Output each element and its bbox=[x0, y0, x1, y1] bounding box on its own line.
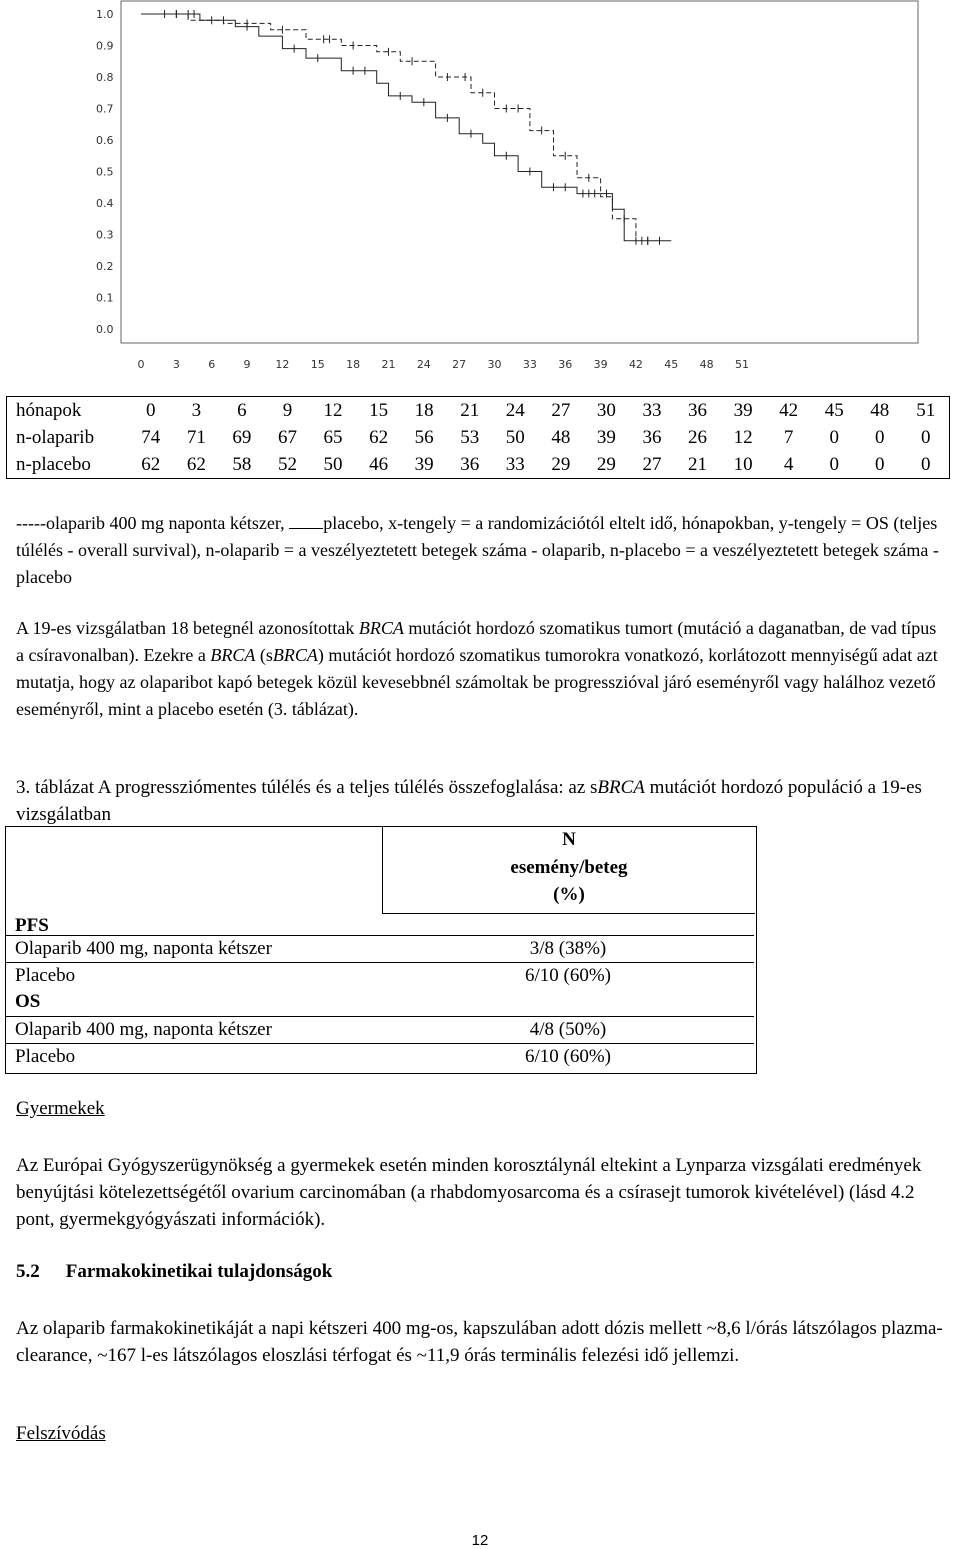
risk-cell: 71 bbox=[186, 427, 206, 448]
x-tick-label: 15 bbox=[310, 358, 325, 371]
summary-row-label: Olaparib 400 mg, naponta kétszer bbox=[15, 938, 272, 959]
summary-row-value: 6/10 (60%) bbox=[524, 965, 611, 986]
risk-cell: 50 bbox=[323, 454, 343, 475]
x-tick-label: 27 bbox=[452, 358, 467, 371]
header-n: N bbox=[562, 829, 576, 850]
x-tick-label: 9 bbox=[243, 358, 251, 371]
risk-cell: 24 bbox=[505, 400, 525, 421]
x-tick-label: 39 bbox=[593, 358, 608, 371]
summary-row-label: OS bbox=[15, 991, 41, 1012]
risk-cell: 74 bbox=[141, 427, 161, 448]
risk-cell: 7 bbox=[783, 427, 794, 448]
x-tick-label: 30 bbox=[487, 358, 502, 371]
risk-cell: 29 bbox=[551, 454, 571, 475]
y-tick-label: 0.8 bbox=[96, 71, 114, 84]
series-line-placebo bbox=[141, 14, 671, 241]
summary-row bbox=[6, 935, 754, 963]
risk-cell: 39 bbox=[414, 454, 434, 475]
risk-cell: 48 bbox=[870, 400, 890, 421]
x-tick-label: 6 bbox=[208, 358, 216, 371]
x-tick-label: 0 bbox=[137, 358, 145, 371]
x-tick-label: 18 bbox=[346, 358, 361, 371]
y-tick-label: 0.1 bbox=[96, 291, 114, 305]
risk-cell: 15 bbox=[369, 400, 389, 421]
x-tick-label: 3 bbox=[172, 358, 180, 371]
summary-row bbox=[6, 962, 754, 990]
risk-cell: 67 bbox=[277, 427, 297, 448]
risk-cell: 3 bbox=[191, 400, 202, 421]
risk-cell: 33 bbox=[642, 400, 662, 421]
risk-cell: 0 bbox=[921, 454, 931, 475]
legend-olaparib: -----olaparib 400 mg naponta kétszer, bbox=[16, 513, 290, 533]
y-tick-label: 0.0 bbox=[96, 323, 114, 336]
risk-cell: 50 bbox=[505, 427, 525, 448]
survival-chart bbox=[0, 0, 960, 380]
section-5-2-text: Az olaparib farmakokinetikáját a napi kétszeri 400 mg-os, kapszulában adott dózis mellett ~8,6 l/órás látszólagos plazma-clearance, ~167 l-es látszólagos eloszlási térfogat és ~11,9 órás terminális felezési idő jellemzi. bbox=[16, 1318, 943, 1366]
risk-row bbox=[7, 397, 950, 425]
risk-cell: 18 bbox=[414, 400, 434, 421]
y-tick-label: 0.7 bbox=[96, 102, 114, 116]
risk-cell: 27 bbox=[551, 400, 571, 421]
risk-cell: 65 bbox=[323, 427, 343, 448]
risk-cell: 42 bbox=[779, 400, 799, 421]
risk-cell: 21 bbox=[460, 400, 480, 421]
brca-paragraph: A 19-es vizsgálatban 18 betegnél azonosítottak BRCA mutációt hordozó szomatikus tumort (mutáció a daganatban, de vad típus a csíravonalban). Ezekre a BRCA (sBRCA) mutációt hordozó szomatikus tumorokra vonatkozó, korlátozott mennyiségű adat azt mutatja, hogy az olaparibot kapó betegek közül kevesebbnél számoltak be progresszióval járó eseményről vagy halálhoz vezető eseményről, mint a placebo esetén (3. táblázat). bbox=[16, 618, 938, 719]
y-tick-label: 0.9 bbox=[96, 39, 114, 53]
risk-row-label: n-olaparib bbox=[16, 427, 95, 448]
chart-legend-text bbox=[16, 510, 944, 591]
section-5-2-heading bbox=[16, 1261, 332, 1283]
risk-cell: 48 bbox=[551, 427, 571, 448]
risk-cell: 51 bbox=[916, 400, 936, 421]
summary-row-label: Placebo bbox=[15, 1046, 76, 1067]
x-tick-label: 51 bbox=[735, 358, 749, 371]
risk-cell: 12 bbox=[323, 400, 343, 421]
heading-gyermekek: Gyermekek bbox=[16, 1098, 105, 1119]
risk-cell: 62 bbox=[141, 454, 161, 475]
x-tick-label: 42 bbox=[628, 358, 643, 371]
risk-cell: 0 bbox=[829, 454, 839, 475]
risk-cell: 39 bbox=[596, 427, 616, 448]
risk-cell: 6 bbox=[237, 400, 247, 421]
risk-cell: 53 bbox=[460, 427, 480, 448]
risk-cell: 0 bbox=[875, 427, 885, 448]
risk-row bbox=[7, 451, 950, 479]
risk-cell: 69 bbox=[232, 427, 252, 448]
y-tick-label: 0.3 bbox=[96, 228, 114, 242]
summary-table-header bbox=[382, 827, 755, 914]
x-tick-label: 45 bbox=[664, 358, 679, 371]
risk-cell: 33 bbox=[505, 454, 525, 475]
risk-row-label: hónapok bbox=[16, 400, 82, 421]
risk-cell: 26 bbox=[688, 427, 708, 448]
risk-cell: 0 bbox=[921, 427, 931, 448]
y-tick-label: 0.4 bbox=[96, 197, 114, 210]
summary-table bbox=[5, 826, 757, 1074]
risk-cell: 52 bbox=[277, 454, 297, 475]
risk-cell: 0 bbox=[146, 400, 156, 421]
risk-cell: 36 bbox=[688, 400, 708, 421]
risk-cell: 36 bbox=[642, 427, 662, 448]
x-tick-label: 21 bbox=[381, 358, 396, 371]
summary-row-value: 3/8 (38%) bbox=[529, 938, 607, 959]
x-tick-label: 48 bbox=[699, 358, 714, 371]
summary-row-label: Olaparib 400 mg, naponta kétszer bbox=[15, 1019, 272, 1040]
heading-felszivodas: Felszívódás bbox=[16, 1423, 106, 1444]
risk-cell: 62 bbox=[186, 454, 206, 475]
y-tick-label: 1.0 bbox=[96, 8, 114, 21]
risk-row-label: n-placebo bbox=[16, 454, 91, 475]
summary-row bbox=[6, 1016, 754, 1044]
header-events: esemény/beteg bbox=[510, 857, 628, 878]
risk-cell: 62 bbox=[369, 427, 389, 448]
legend-rest: placebo, x-tengely = a randomizációtól eltelt idő, hónapokban, y-tengely = OS (teljes túlélés - overall survival), n-olaparib = a veszélyeztetett betegek száma - olaparib, n-placebo = a veszélyeztetett betegek száma - placebo bbox=[16, 513, 939, 587]
risk-cell: 30 bbox=[596, 400, 616, 421]
summary-row bbox=[6, 1043, 754, 1071]
risk-cell: 0 bbox=[875, 454, 885, 475]
x-tick-label: 12 bbox=[275, 358, 290, 371]
risk-cell: 12 bbox=[733, 427, 753, 448]
x-tick-label: 33 bbox=[522, 358, 537, 371]
summary-row-label: PFS bbox=[15, 915, 49, 936]
risk-cell: 46 bbox=[369, 454, 389, 475]
risk-table bbox=[6, 396, 950, 479]
summary-row-value: 6/10 (60%) bbox=[524, 1046, 611, 1067]
x-tick-label: 24 bbox=[416, 358, 431, 371]
risk-cell: 10 bbox=[733, 454, 753, 475]
chart-svg bbox=[0, 0, 960, 380]
y-tick-label: 0.5 bbox=[96, 165, 114, 179]
risk-cell: 29 bbox=[596, 454, 616, 475]
page-number: 12 bbox=[471, 1532, 489, 1549]
summary-row bbox=[6, 989, 754, 1016]
section-title: Farmakokinetikai tulajdonságok bbox=[65, 1261, 333, 1282]
x-tick-label: 36 bbox=[558, 358, 573, 371]
risk-cell: 21 bbox=[688, 454, 708, 475]
risk-cell: 27 bbox=[642, 454, 662, 475]
risk-cell: 0 bbox=[829, 427, 839, 448]
risk-cell: 4 bbox=[783, 454, 794, 475]
risk-cell: 58 bbox=[232, 454, 252, 475]
risk-cell: 39 bbox=[733, 400, 753, 421]
risk-cell: 56 bbox=[414, 427, 434, 448]
risk-cell: 36 bbox=[460, 454, 480, 475]
summary-row-value: 4/8 (50%) bbox=[529, 1019, 607, 1040]
header-percent: (%) bbox=[553, 884, 585, 905]
section-number: 5.2 bbox=[16, 1261, 40, 1282]
risk-cell: 45 bbox=[824, 400, 844, 421]
risk-cell: 9 bbox=[282, 400, 293, 421]
legend-placebo-line bbox=[289, 512, 323, 529]
y-tick-label: 0.6 bbox=[96, 134, 114, 147]
summary-row-label: Placebo bbox=[15, 965, 76, 986]
gyermekek-text: Az Európai Gyógyszerügynökség a gyermekek esetén minden korosztálynál eltekint a Lynparza vizsgálati eredmények benyújtási kötelezettségétől ovarium carcinomában (a rhabdomyosarcoma és a csírasejt tumorok kivételével) (lásd 4.2 pont, gyermekgyógyászati információk). bbox=[16, 1155, 922, 1230]
table-caption: 3. táblázat A progressziómentes túlélés és a teljes túlélés összefoglalása: az sBRCA mutációt hordozó populáció a 19-es vizsgálatban bbox=[16, 777, 922, 825]
risk-row bbox=[7, 424, 950, 451]
y-tick-label: 0.2 bbox=[96, 260, 114, 273]
